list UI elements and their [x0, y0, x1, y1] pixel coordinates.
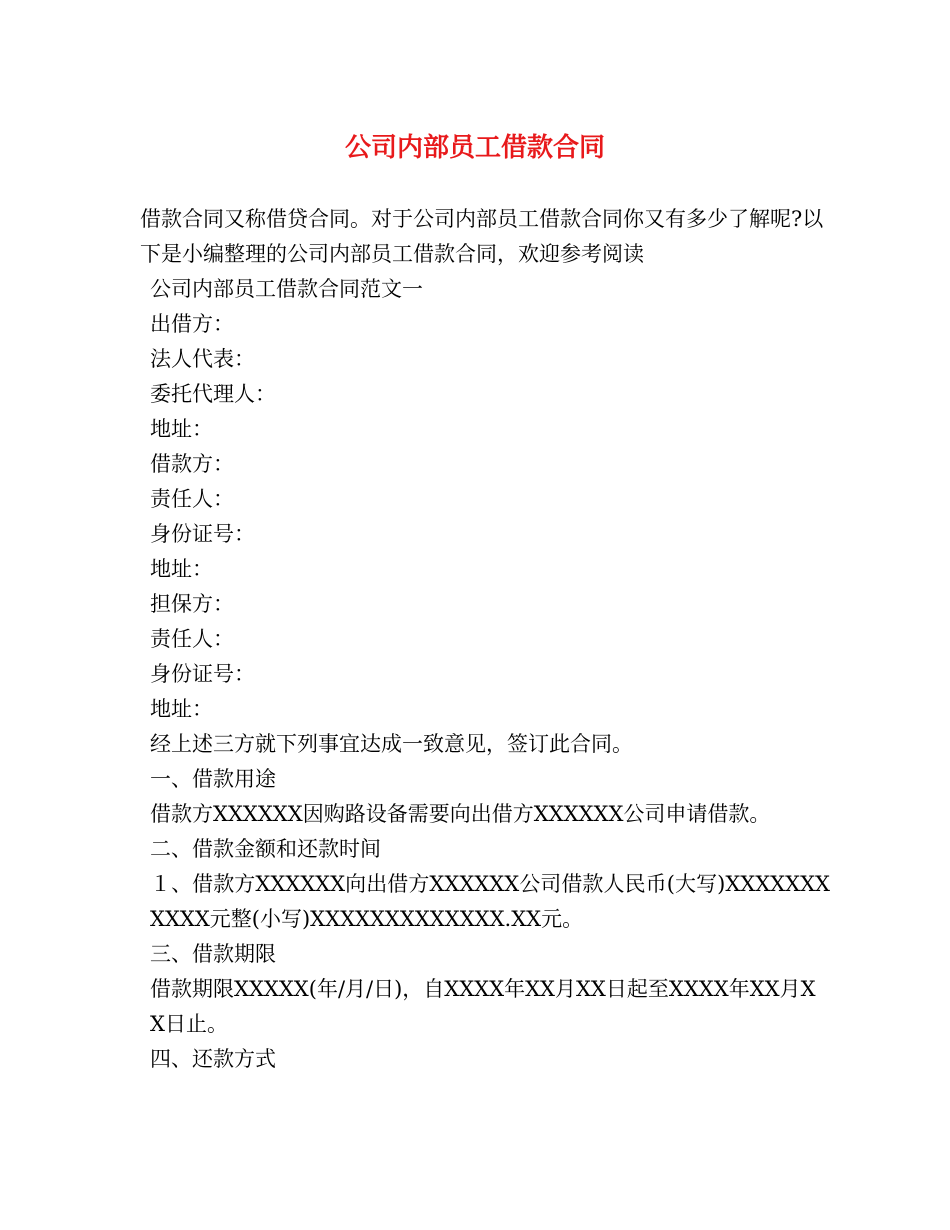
line-legal-rep: 法人代表：: [150, 347, 255, 371]
line-borrower-id: 身份证号：: [150, 522, 255, 546]
line-guarantor: 担保方：: [150, 592, 234, 616]
line-guarantor-address: 地址：: [150, 697, 213, 721]
line-lender: 出借方：: [150, 312, 234, 336]
line-agreement: 经上述三方就下列事宜达成一致意见，签订此合同。: [150, 732, 633, 756]
line-sample-heading: 公司内部员工借款合同范文一: [150, 277, 423, 301]
line-borrower-responsible: 责任人：: [150, 487, 234, 511]
line-borrower-address: 地址：: [150, 557, 213, 581]
section-3-heading: 三、借款期限: [150, 942, 276, 966]
intro-paragraph: 借款合同又称借贷合同。对于公司内部员工借款合同你又有多少了解呢?以下是小编整理的公司内部员工借款合同，欢迎参考阅读: [140, 207, 824, 266]
line-borrower: 借款方：: [150, 452, 234, 476]
line-lender-address: 地址：: [150, 417, 213, 441]
section-4-heading: 四、还款方式: [150, 1047, 276, 1071]
document-title: 公司内部员工借款合同: [344, 133, 605, 163]
section-2-heading: 二、借款金额和还款时间: [150, 837, 381, 861]
clause-1-text: １、借款方XXXXXX向出借方XXXXXX公司借款人民币(大写)XXXXXXXXXXX元整(小写)XXXXXXXXXXXXX.XX元。: [150, 872, 830, 931]
line-guarantor-responsible: 责任人：: [150, 627, 234, 651]
section-1-text: 借款方XXXXXX因购路设备需要向出借方XXXXXX公司申请借款。: [150, 802, 771, 826]
document-body: [140, 202, 830, 1077]
line-agent: 委托代理人：: [150, 382, 276, 406]
term-text: 借款期限XXXXX(年/月/日)，自XXXX年XX月XX日起至XXXX年XX月XX日止。: [150, 977, 816, 1036]
section-1-heading: 一、借款用途: [150, 767, 276, 791]
line-guarantor-id: 身份证号：: [150, 662, 255, 686]
